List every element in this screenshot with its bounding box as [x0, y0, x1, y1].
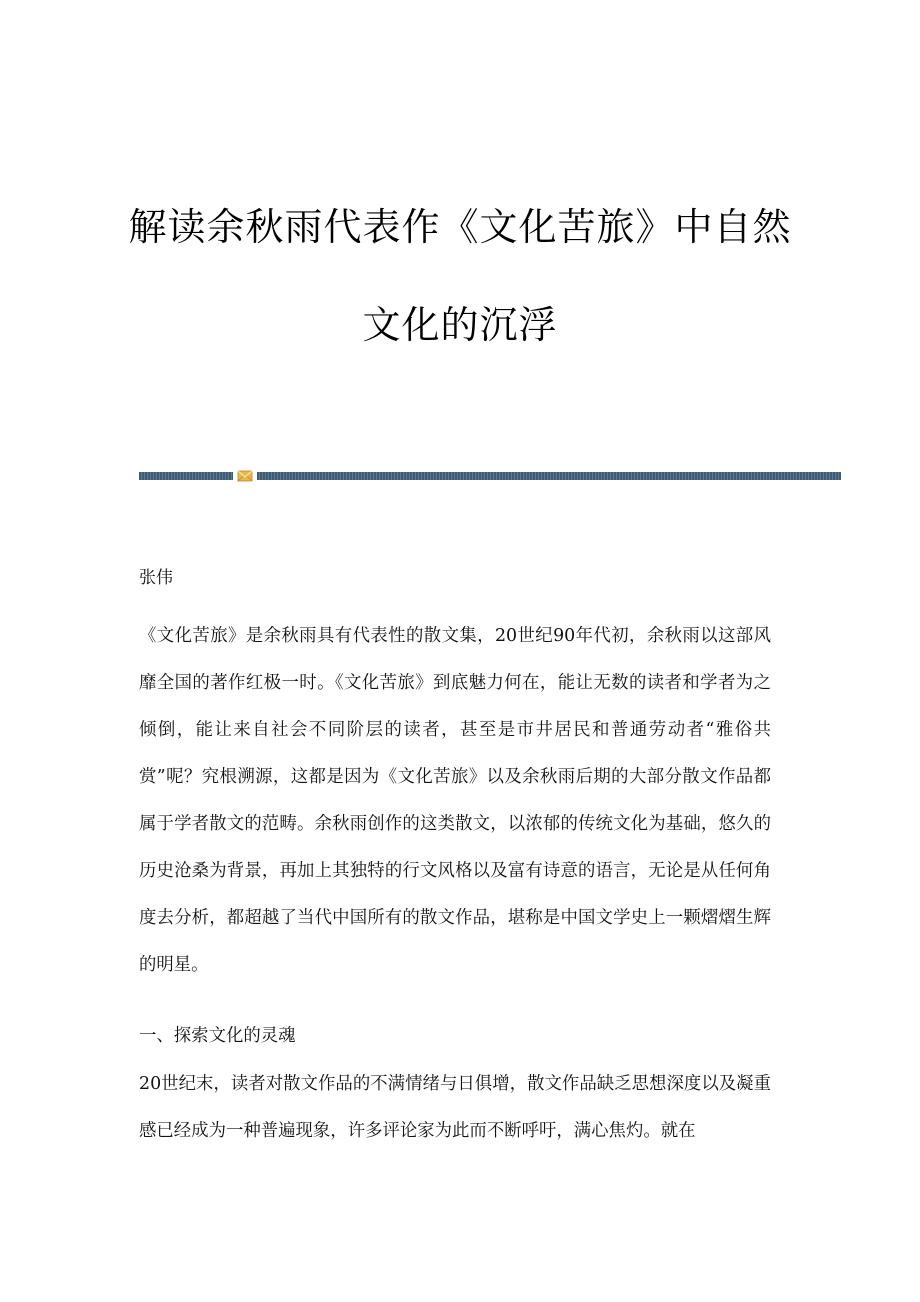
paragraph-section-1: 20世纪末，读者对散文作品的不满情绪与日俱增，散文作品缺乏思想深度以及凝重感已经成为一种普遍现象，许多评论家为此而不断呼吁，满心焦灼。就在 — [139, 1074, 771, 1141]
title-divider — [139, 469, 841, 483]
title-line-2: 文化的沉浮 — [362, 303, 558, 347]
envelope-icon — [237, 469, 253, 483]
title-line-1: 解读余秋雨代表作《文化苦旅》中自然 — [128, 205, 792, 249]
author-name: 张伟 — [139, 568, 173, 588]
divider-bar-left — [139, 472, 233, 480]
section-heading: 一、探索文化的灵魂 — [139, 1026, 296, 1046]
paragraph-intro: 《文化苦旅》是余秋雨具有代表性的散文集，20世纪90年代初，余秋雨以这部风靡全国的著作红极一时。《文化苦旅》到底魅力何在，能让无数的读者和学者为之倾倒，能让来自社会不同阶层的读者，甚至是市井居民和普通劳动者“雅俗共赏”呢？究根溯源，这都是因为《文化苦旅》以及余秋雨后期的大部分散文作品都属于学者散文的范畴。余秋雨创作的这类散文，以浓郁的传统文化为基础，悠久的历史沧桑为背景，再加上其独特的行文风格以及富有诗意的语言，无论是从任何角度去分析，都超越了当代中国所有的散文作品，堪称是中国文学史上一颗熠熠生辉的明星。 — [139, 626, 771, 975]
divider-bar-right — [257, 472, 841, 480]
document-title — [0, 205, 920, 347]
